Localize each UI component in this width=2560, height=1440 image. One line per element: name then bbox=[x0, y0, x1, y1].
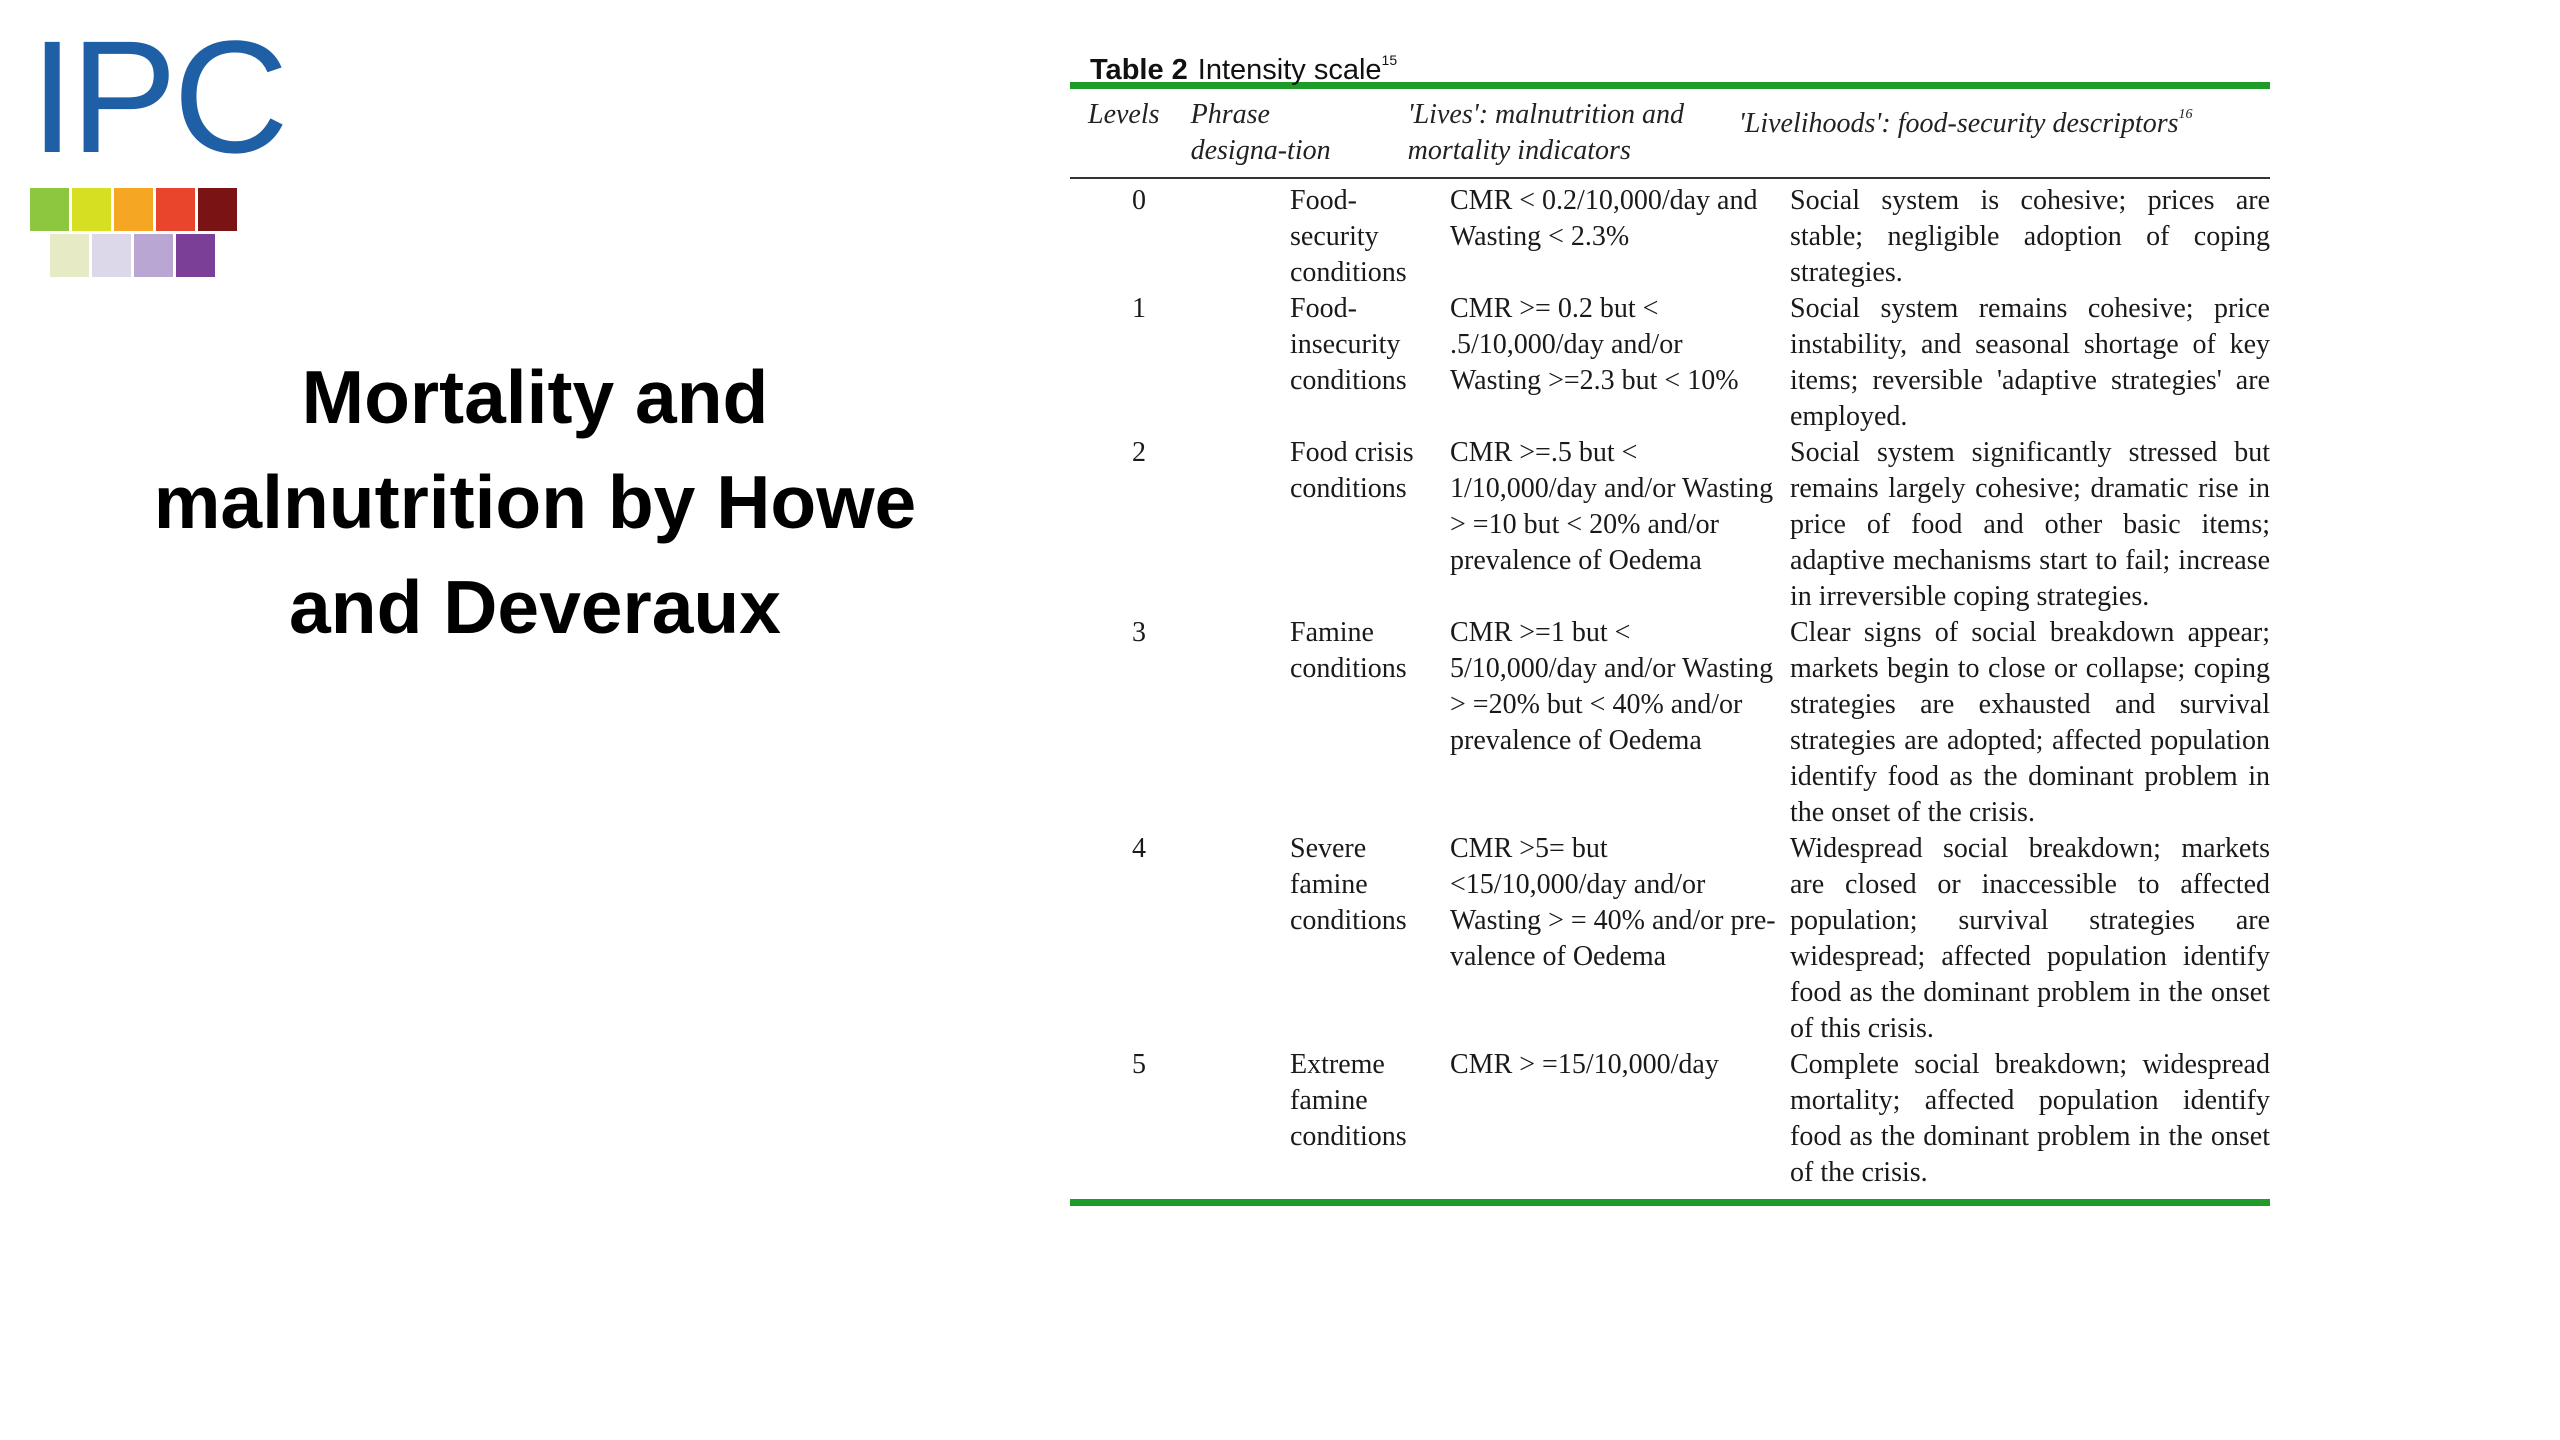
cell-livelihoods: Social system remains cohesive; price instability, and seasonal shortage of key items; reversible 'adaptive strategies' are employed. bbox=[1790, 293, 2270, 432]
slide-title: Mortality and malnutrition by Howe and Deveraux bbox=[153, 355, 917, 649]
cell-livelihoods: Social system is cohesive; prices are stable; negligible adoption of coping strategies. bbox=[1790, 185, 2270, 288]
cell-phrase: Extreme famine conditions bbox=[1290, 1049, 1407, 1152]
logo-swatch-row-2 bbox=[50, 234, 250, 277]
table-row bbox=[1070, 615, 2270, 831]
table-body bbox=[1070, 179, 2270, 1191]
cell-level: 3 bbox=[1132, 617, 1146, 648]
table-row bbox=[1070, 831, 2270, 1047]
caption-text: Intensity scale bbox=[1197, 54, 1382, 86]
cell-lives: CMR >=.5 but < 1/10,000/day and/or Wasting > =10 but < 20% and/or prevalence of Oedema bbox=[1450, 437, 1774, 576]
cell-livelihoods: Social system significantly stressed but remains largely cohesive; dramatic rise in price of food and other basic items; adaptive mechanisms start to fail; increase in irreversible coping strategies. bbox=[1790, 437, 2270, 612]
table-row bbox=[1070, 183, 2270, 291]
logo-swatch bbox=[198, 188, 237, 231]
header-livelihoods bbox=[1689, 97, 2270, 169]
cell-livelihoods: Clear signs of social breakdown appear; markets begin to close or collapse; coping strategies are exhausted and survival strategies are adopted; affected population identify food as the dominant problem in the onset of the crisis. bbox=[1790, 617, 2270, 828]
cell-level: 1 bbox=[1132, 293, 1146, 324]
table-caption bbox=[1070, 38, 2270, 86]
cell-level: 2 bbox=[1132, 437, 1146, 468]
table-bottom-rule bbox=[1070, 1199, 2270, 1206]
cell-livelihoods: Widespread social breakdown; markets are closed or inaccessible to affected population; survival strategies are widespread; affected population identify food as the dominant problem in the onset of this crisis. bbox=[1790, 833, 2270, 1044]
cell-lives: CMR < 0.2/10,000/day and Wasting < 2.3% bbox=[1450, 185, 1758, 252]
logo-swatch bbox=[72, 188, 111, 231]
logo-swatch bbox=[114, 188, 153, 231]
cell-level: 0 bbox=[1132, 185, 1146, 216]
table-row bbox=[1070, 435, 2270, 615]
logo-swatch bbox=[50, 234, 89, 277]
cell-phrase: Severe famine conditions bbox=[1290, 833, 1407, 936]
header-levels: Levels bbox=[1088, 99, 1160, 130]
cell-level: 4 bbox=[1132, 833, 1146, 864]
logo-swatch bbox=[134, 234, 173, 277]
cell-lives: CMR > =15/10,000/day bbox=[1450, 1049, 1719, 1080]
header-livelihoods-note: 16 bbox=[2178, 107, 2193, 122]
intensity-scale-table bbox=[1070, 38, 2270, 1206]
cell-lives: CMR >5= but <15/10,000/day and/or Wasting > = 40% and/or pre-valence of Oedema bbox=[1450, 833, 1776, 972]
caption-note: 15 bbox=[1381, 52, 1398, 68]
table-header bbox=[1070, 89, 2270, 179]
cell-phrase: Food-insecurity conditions bbox=[1290, 293, 1407, 396]
logo-swatch bbox=[30, 188, 69, 231]
cell-phrase: Food crisis conditions bbox=[1290, 437, 1414, 504]
logo-swatch-row-1 bbox=[30, 188, 250, 231]
table-row bbox=[1070, 1047, 2270, 1191]
caption-label: Table 2 bbox=[1090, 54, 1188, 86]
cell-phrase: Famine conditions bbox=[1290, 617, 1407, 684]
cell-lives: CMR >=1 but < 5/10,000/day and/or Wasting > =20% but < 40% and/or prevalence of Oedema bbox=[1450, 617, 1774, 756]
cell-level: 5 bbox=[1132, 1049, 1146, 1080]
header-lives: 'Lives': malnutrition and mortality indicators bbox=[1407, 99, 1685, 166]
cell-phrase: Food-security conditions bbox=[1290, 185, 1407, 288]
logo-swatch bbox=[92, 234, 131, 277]
cell-lives: CMR >= 0.2 but < .5/10,000/day and/or Wasting >=2.3 but < 10% bbox=[1450, 293, 1739, 396]
cell-livelihoods: Complete social breakdown; widespread mortality; affected population identify food as the dominant problem in the onset of the crisis. bbox=[1790, 1049, 2270, 1188]
table-row bbox=[1070, 291, 2270, 435]
header-phrase: Phrase designa-tion bbox=[1190, 99, 1331, 166]
ipc-logo bbox=[30, 7, 285, 277]
header-livelihoods-text: 'Livelihoods': food-security descriptors bbox=[1738, 108, 2179, 139]
logo-swatch bbox=[156, 188, 195, 231]
logo-text: IPC bbox=[30, 7, 285, 186]
logo-swatch bbox=[176, 234, 215, 277]
